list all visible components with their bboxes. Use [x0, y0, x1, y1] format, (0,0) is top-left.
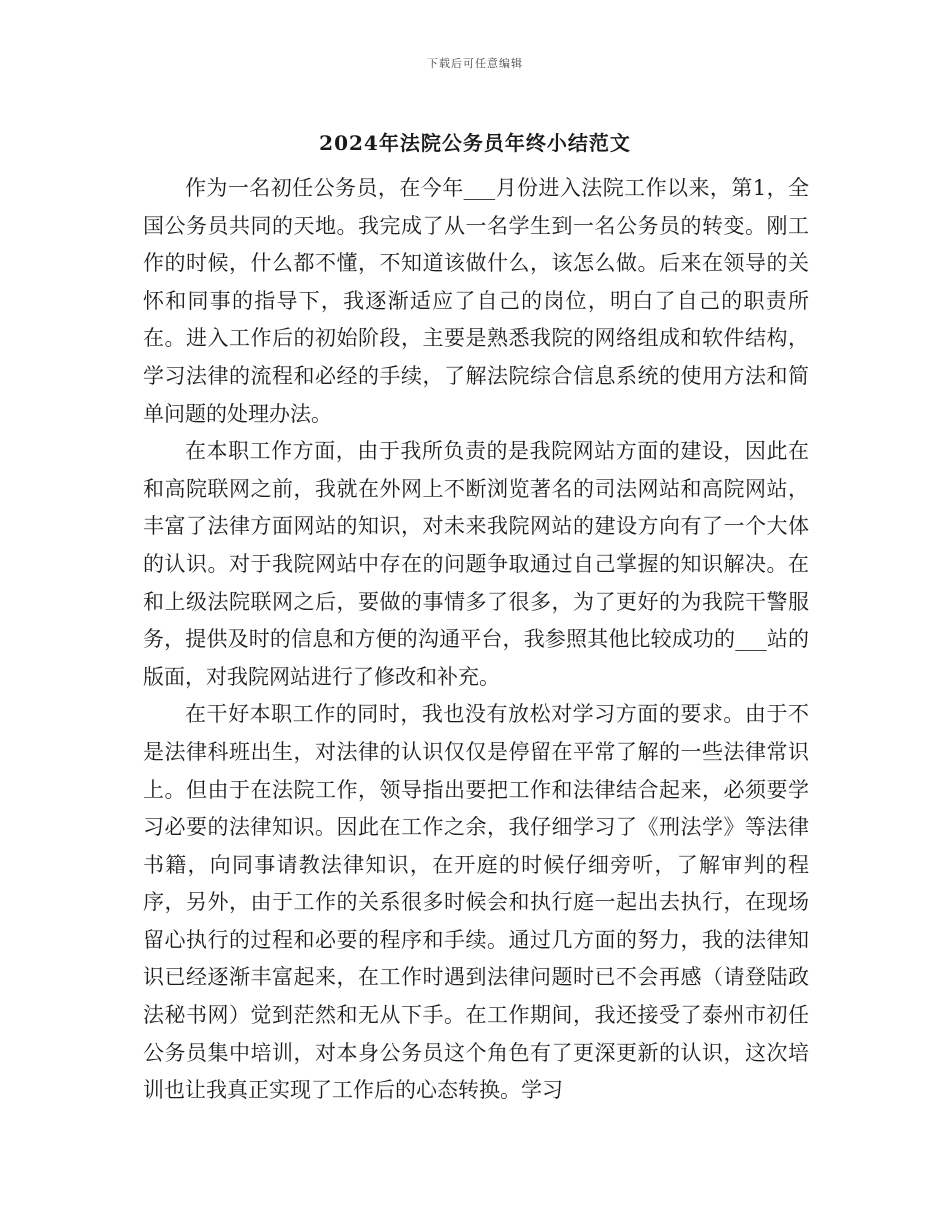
paragraph-1: 作为一名初任公务员，在今年___月份进入法院工作以来，第1，全国公务员共同的天地。我完成了从一名学生到一名公务员的转变。刚工作的时候，什么都不懂，不知道该做什么，该怎么做。后来在领导的关怀和同事的指导下，我逐渐适应了自己的岗位，明白了自己的职责所在。进入工作后的初始阶段，主要是熟悉我院的网络组成和软件结构，学习法律的流程和必经的手续，了解法院综合信息系统的使用方法和简单问题的处理办法。	[143, 176, 809, 426]
document-title: 2024年法院公务员年终小结范文	[319, 131, 631, 155]
paragraph-2: 在本职工作方面，由于我所负责的是我院网站方面的建设，因此在和高院联网之前，我就在外网上不断浏览著名的司法网站和高院网站，丰富了法律方面网站的知识，对未来我院网站的建设方向有了一个大体的认识。对于我院网站中存在的问题争取通过自己掌握的知识解决。在和上级法院联网之后，要做的事情多了很多，为了更好的为我院干警服务，提供及时的信息和方便的沟通平台，我参照其他比较成功的___站的版面，对我院网站进行了修改和补充。	[143, 439, 809, 689]
paragraph-3: 在干好本职工作的同时，我也没有放松对学习方面的要求。由于不是法律科班出生，对法律的认识仅仅是停留在平常了解的一些法律常识上。但由于在法院工作，领导指出要把工作和法律结合起来，必须要学习必要的法律知识。因此在工作之余，我仔细学习了《刑法学》等法律书籍，向同事请教法律知识，在开庭的时候仔细旁听，了解审判的程序，另外，由于工作的关系很多时候会和执行庭一起出去执行，在现场留心执行的过程和必要的程序和手续。通过几方面的努力，我的法律知识已经逐渐丰富起来，在工作时遇到法律问题时已不会再感（请登陆政法秘书网）觉到茫然和无从下手。在工作期间，我还接受了泰州市初任公务员集中培训，对本身公务员这个角色有了更深更新的认识，这次培训也让我真正实现了工作后的心态转换。学习	[143, 702, 809, 1103]
document-body	[143, 170, 809, 1110]
page-header-note: 下载后可任意编辑	[427, 57, 523, 70]
